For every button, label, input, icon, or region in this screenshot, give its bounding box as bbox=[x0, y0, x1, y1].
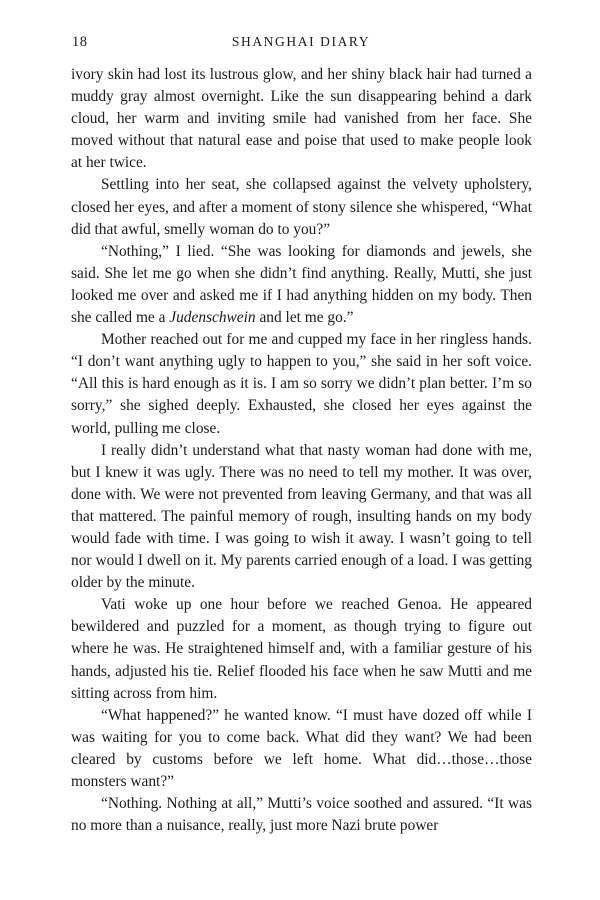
italic-term: Judenschwein bbox=[169, 309, 256, 327]
page-header bbox=[72, 34, 530, 54]
paragraph: ivory skin had lost its lustrous glow, and her shiny black hair had turned a muddy gray almost overnight. Like the sun disappearing behind a dark cloud, her warm and inviting smile had vanished from her face. She moved without that natural ease and poise that used to make people look at her twice. bbox=[71, 66, 532, 172]
paragraph: Vati woke up one hour before we reached Genoa. He appeared bewildered and puzzled for a moment, as though trying to figure out where he was. He straightened himself and, with a familiar gesture of his hands, adjusted his tie. Relief flooded his face when he saw Mutti and me sitting across from him. bbox=[71, 596, 532, 702]
page-number: 18 bbox=[72, 34, 88, 50]
paragraph-text: and let me go.” bbox=[255, 309, 354, 327]
paragraph: Settling into her seat, she collapsed against the velvety upholstery, closed her eyes, and after a moment of stony silence she whispered, “What did that awful, smelly woman do to you?” bbox=[71, 176, 532, 238]
paragraph bbox=[71, 241, 532, 329]
paragraph: I really didn’t understand what that nasty woman had done with me, but I knew it was ugly. There was no need to tell my mother. It was over, done with. We were not prevented from leaving Germany, and that was all that mattered. The painful memory of rough, insulting hands on my body would fade with time. I was going to wish it away. I wasn’t going to tell nor would I dwell on it. My parents carried enough of a load. I was getting older by the minute. bbox=[71, 441, 532, 592]
paragraph-text: “Nothing,” I lied. “She was looking for diamonds and jewels, she said. She let me go when she didn’t find anything. Really, Mutti, she just looked me over and asked me if I had anything hidden on my body. Then she called me a bbox=[71, 242, 532, 327]
running-head: SHANGHAI DIARY bbox=[231, 34, 371, 49]
body-text bbox=[71, 64, 532, 837]
paragraph: “Nothing. Nothing at all,” Mutti’s voice soothed and assured. “It was no more than a nuisance, really, just more Nazi brute power bbox=[71, 795, 532, 835]
paragraph: “What happened?” he wanted know. “I must have dozed off while I was waiting for you to come back. What did they want? We had been cleared by customs before we left home. What did…those…those monsters want?” bbox=[71, 706, 532, 790]
paragraph: Mother reached out for me and cupped my face in her ringless hands. “I don’t want anything ugly to happen to you,” she said in her soft voice. “All this is hard enough as it is. I am so sorry we didn’t plan better. I’m so sorry,” she sighed deeply. Exhausted, she closed her eyes against the world, pulling me close. bbox=[71, 331, 532, 437]
